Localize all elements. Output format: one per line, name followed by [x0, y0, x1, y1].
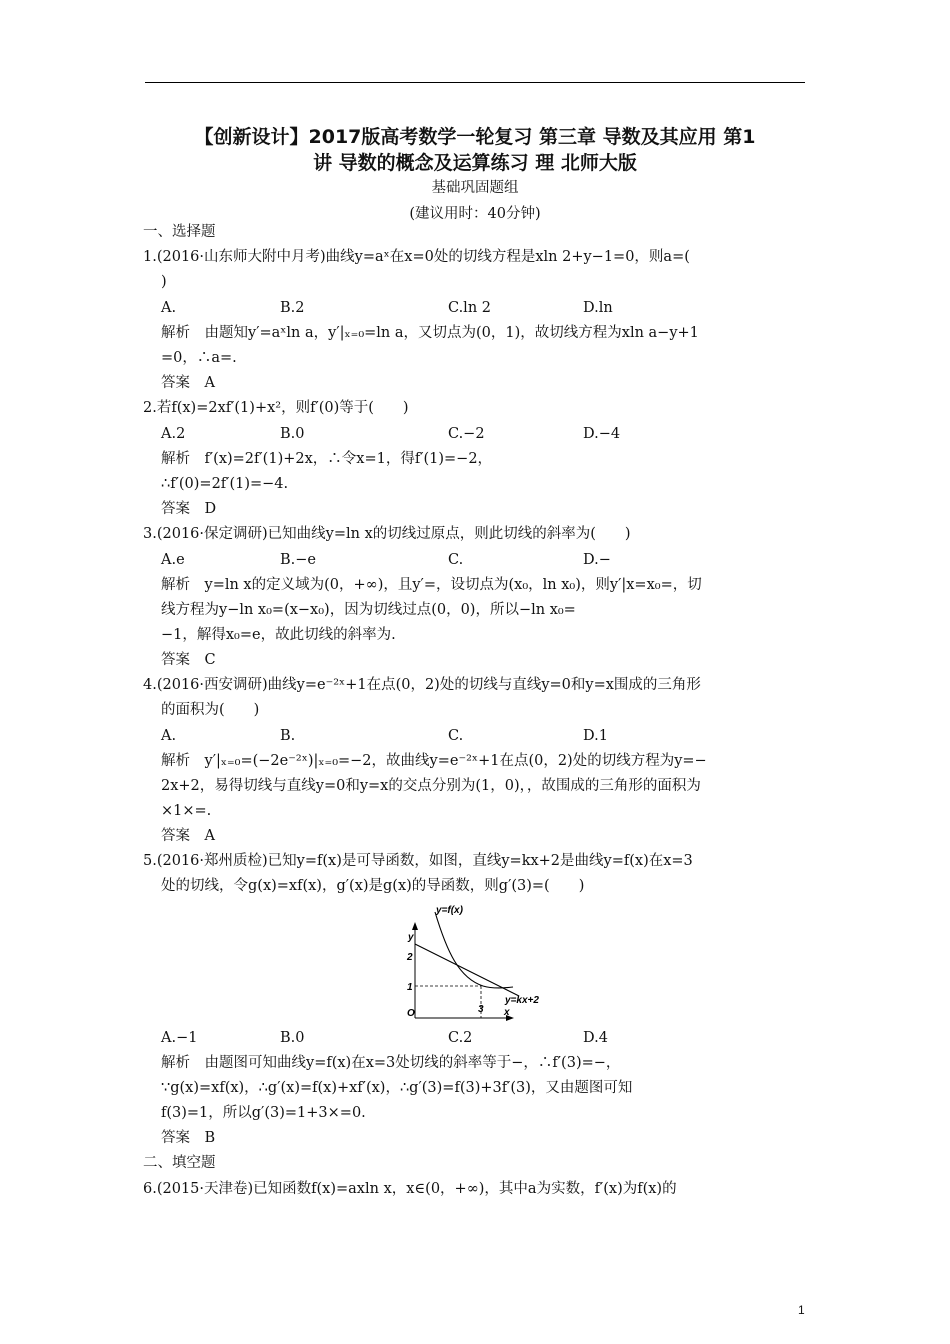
q4-option-b: B. — [280, 728, 296, 744]
q5-option-b: B.0 — [280, 1030, 305, 1046]
q1-option-a: A. — [161, 300, 177, 316]
q5-option-d: D.4 — [583, 1030, 608, 1046]
page-number: 1 — [798, 1303, 805, 1317]
q2-solution-cont: ∴f′(0)=2f′(1)=−4. — [161, 476, 289, 492]
question-1: 1.(2016·山东师大附中月考)曲线y=aˣ在x=0处的切线方程是xln 2+y−1=0，则a=( — [143, 249, 690, 265]
q1-answer: 答案 A — [161, 375, 215, 391]
question-1-cont: ) — [161, 274, 167, 290]
function-graph-figure — [395, 900, 539, 1020]
q5-option-a: A.−1 — [161, 1030, 198, 1046]
q3-option-a: A.e — [161, 552, 185, 568]
q4-solution: 解析 y′|ₓ₌₀=(−2e⁻²ˣ)|ₓ₌₀=−2，故曲线y=e⁻²ˣ+1在点(0，2)处的切线方程为y=− — [161, 753, 707, 769]
subtitle: 基础巩固题组 — [431, 180, 519, 196]
q4-option-d: D.1 — [583, 728, 608, 744]
line-label: y=kx+2 — [505, 995, 539, 1006]
question-5: 5.(2016·郑州质检)已知y=f(x)是可导函数，如图，直线y=kx+2是曲线y=f(x)在x=3 — [143, 853, 693, 869]
q4-option-a: A. — [161, 728, 177, 744]
q4-option-c: C. — [448, 728, 464, 744]
question-6: 6.(2015·天津卷)已知函数f(x)=axln x，x∈(0，+∞)，其中a为实数，f′(x)为f(x)的 — [143, 1181, 677, 1197]
tick-label-1: 1 — [407, 982, 413, 993]
q5-solution: 解析 由题图可知曲线y=f(x)在x=3处切线的斜率等于−，∴f′(3)=−， — [161, 1055, 621, 1071]
title-line-2: 讲 导数的概念及运算练习 理 北师大版 — [313, 152, 637, 174]
q3-option-c: C. — [448, 552, 464, 568]
q5-solution-cont-2: f(3)=1，所以g′(3)=1+3×=0. — [161, 1105, 366, 1121]
q3-answer: 答案 C — [161, 652, 216, 668]
q2-option-d: D.−4 — [583, 426, 621, 442]
tangent-line — [415, 944, 519, 996]
y-axis-arrow-icon — [412, 922, 418, 930]
q1-option-c: C.ln 2 — [448, 300, 491, 316]
q4-solution-cont-2: ×1×=. — [161, 803, 212, 819]
q2-option-c: C.−2 — [448, 426, 485, 442]
q3-option-b: B.−e — [280, 552, 316, 568]
tick-label-2: 2 — [407, 952, 413, 963]
q5-solution-cont: ∵g(x)=xf(x)，∴g′(x)=f(x)+xf′(x)，∴g′(3)=f(3)+3f′(3)，又由题图可知 — [161, 1080, 633, 1096]
q5-option-c: C.2 — [448, 1030, 473, 1046]
q3-solution: 解析 y=ln x的定义域为(0，+∞)，且y′=，设切点为(x₀，ln x₀)，则y′|x=x₀=，切 — [161, 577, 702, 593]
time-note: (建议用时：40分钟) — [409, 206, 541, 222]
x-axis-label: x — [504, 1007, 510, 1018]
q1-solution: 解析 由题知y′=aˣln a，y′|ₓ₌₀=ln a，又切点为(0，1)，故切线方程为xln a−y+1 — [161, 325, 699, 341]
q4-solution-cont: 2x+2，易得切线与直线y=0和y=x的交点分别为(1，0)，，故围成的三角形的面积为 — [161, 778, 701, 794]
q3-solution-cont-2: −1，解得x₀=e，故此切线的斜率为. — [161, 627, 396, 643]
q2-answer: 答案 D — [161, 501, 217, 517]
question-4: 4.(2016·西安调研)曲线y=e⁻²ˣ+1在点(0，2)处的切线与直线y=0和y=x围成的三角形 — [143, 677, 701, 693]
question-2: 2.若f(x)=2xf′(1)+x²，则f′(0)等于( ) — [143, 400, 409, 416]
section-heading-fill: 二、填空题 — [143, 1155, 216, 1171]
q1-solution-cont: =0，∴a=. — [161, 350, 237, 366]
q4-answer: 答案 A — [161, 828, 215, 844]
header-rule — [145, 82, 805, 83]
q3-solution-cont: 线方程为y−ln x₀=(x−x₀)，因为切线过点(0，0)，所以−ln x₀= — [161, 602, 576, 618]
y-axis-label: y — [408, 932, 414, 943]
q1-option-d: D.ln — [583, 300, 613, 316]
tick-label-3: 3 — [478, 1004, 484, 1015]
q3-option-d: D.− — [583, 552, 611, 568]
curve-f — [435, 912, 513, 988]
q5-answer: 答案 B — [161, 1130, 216, 1146]
origin-label: O — [407, 1008, 415, 1019]
q1-option-b: B.2 — [280, 300, 305, 316]
curve-label: y=f(x) — [436, 905, 463, 916]
question-3: 3.(2016·保定调研)已知曲线y=ln x的切线过原点，则此切线的斜率为( ) — [143, 526, 631, 542]
q2-option-a: A.2 — [161, 426, 186, 442]
section-heading-choice: 一、选择题 — [143, 224, 216, 240]
document-title — [140, 124, 810, 176]
question-4-cont: 的面积为( ) — [161, 702, 260, 718]
q2-option-b: B.0 — [280, 426, 305, 442]
question-5-cont: 处的切线，令g(x)=xf(x)，g′(x)是g(x)的导函数，则g′(3)=( ) — [161, 878, 585, 894]
title-line-1: 【创新设计】2017版高考数学一轮复习 第三章 导数及其应用 第1 — [194, 126, 756, 148]
q2-solution: 解析 f′(x)=2f′(1)+2x，∴令x=1，得f′(1)=−2， — [161, 451, 493, 467]
